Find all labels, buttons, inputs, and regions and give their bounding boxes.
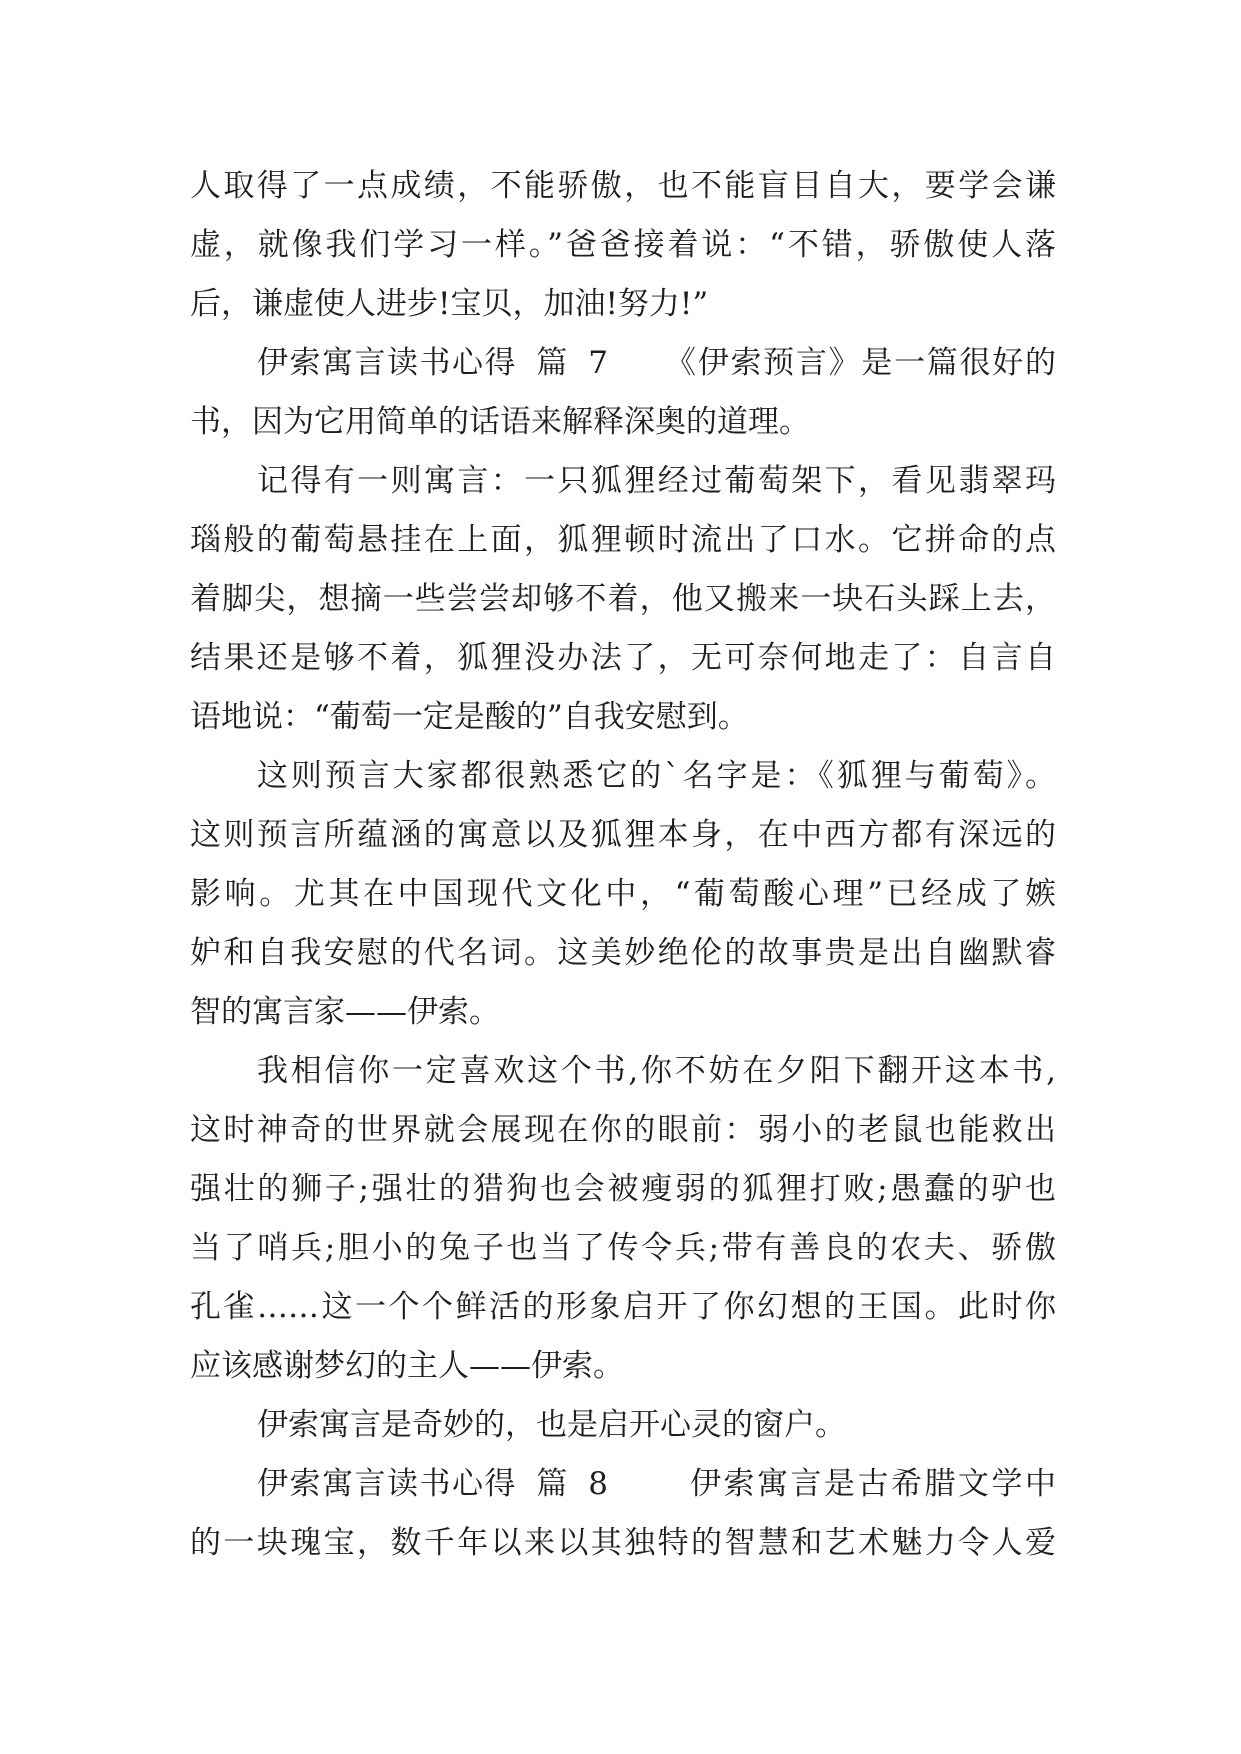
text-line: 这则预言大家都很熟悉它的`名字是：《狐狸与葡萄》。 — [257, 758, 1056, 794]
text-line: 这时神奇的世界就会展现在你的眼前：弱小的老鼠也能救出 — [190, 1112, 1056, 1148]
paragraph — [190, 747, 1056, 1042]
text-line: 《伊索预言》是一篇很好的 — [665, 345, 1056, 381]
text-line: 的一块瑰宝，数千年以来以其独特的智慧和艺术魅力令人爱 — [190, 1525, 1056, 1561]
document-body — [190, 157, 1056, 1573]
text-line: 伊索寓言是古希腊文学中 — [690, 1466, 1056, 1502]
text-line: 后，谦虚使人进步!宝贝，加油!努力!” — [190, 286, 709, 322]
heading-row — [190, 334, 1056, 393]
text-line: 书，因为它用简单的话语来解释深奥的道理。 — [190, 404, 810, 440]
text-line: 记得有一则寓言：一只狐狸经过葡萄架下，看见翡翠玛 — [257, 463, 1056, 499]
text-line: 应该感谢梦幻的主人——伊索。 — [190, 1348, 624, 1384]
text-line: 影响。尤其在中国现代文化中，“葡萄酸心理”已经成了嫉 — [190, 876, 1056, 912]
text-line: 妒和自我安慰的代名词。这美妙绝伦的故事贵是出自幽默睿 — [190, 935, 1056, 971]
paragraph — [190, 334, 1056, 452]
text-line: 我相信你一定喜欢这个书,你不妨在夕阳下翻开这本书, — [257, 1053, 1056, 1089]
section-heading: 伊索寓言读书心得 篇 8 — [257, 1466, 610, 1502]
paragraph — [190, 157, 1056, 334]
paragraph — [190, 1042, 1056, 1396]
text-line: 着脚尖，想摘一些尝尝却够不着，他又搬来一块石头踩上去， — [190, 581, 1056, 617]
text-line: 瑙般的葡萄悬挂在上面，狐狸顿时流出了口水。它拼命的点 — [190, 522, 1056, 558]
text-line: 这则预言所蕴涵的寓意以及狐狸本身，在中西方都有深远的 — [190, 817, 1056, 853]
paragraph — [190, 452, 1056, 747]
text-line: 虚，就像我们学习一样。”爸爸接着说：“不错，骄傲使人落 — [190, 227, 1056, 263]
text-line: 智的寓言家——伊索。 — [190, 994, 500, 1030]
paragraph — [190, 1396, 1056, 1455]
text-line: 伊索寓言是奇妙的，也是启开心灵的窗户。 — [257, 1407, 846, 1443]
section-heading: 伊索寓言读书心得 篇 7 — [257, 345, 610, 381]
heading-row — [190, 1455, 1056, 1514]
text-line: 孔雀……这一个个鲜活的形象启开了你幻想的王国。此时你 — [190, 1289, 1056, 1325]
text-line: 结果还是够不着，狐狸没办法了，无可奈何地走了：自言自 — [190, 640, 1056, 676]
text-line: 人取得了一点成绩，不能骄傲，也不能盲目自大，要学会谦 — [190, 168, 1056, 204]
text-line: 语地说：“葡萄一定是酸的”自我安慰到。 — [190, 699, 749, 735]
text-line: 当了哨兵;胆小的兔子也当了传令兵;带有善良的农夫、骄傲 — [190, 1230, 1056, 1266]
paragraph — [190, 1455, 1056, 1573]
text-line: 强壮的狮子;强壮的猎狗也会被瘦弱的狐狸打败;愚蠢的驴也 — [190, 1171, 1056, 1207]
